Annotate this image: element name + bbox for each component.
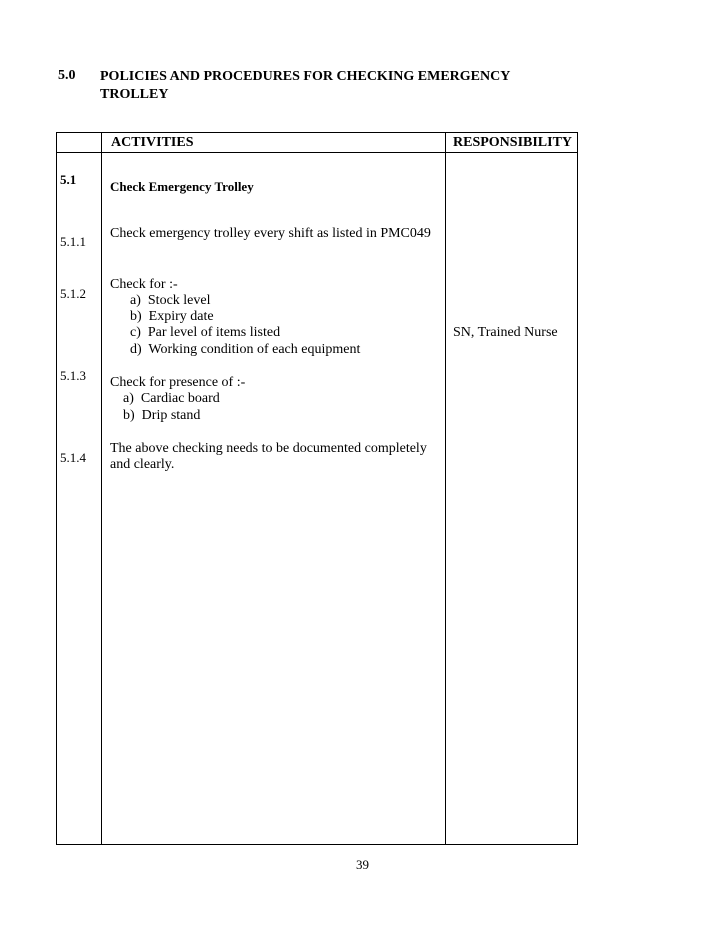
list-marker: b)	[123, 408, 135, 423]
activities-table	[56, 132, 578, 845]
row-number: 5.1.1	[60, 234, 86, 249]
list-item	[130, 325, 280, 341]
list-marker: b)	[130, 309, 142, 324]
list-text: Cardiac board	[140, 391, 220, 406]
section-title: POLICIES AND PROCEDURES FOR CHECKING EMERGENCY TROLLEY	[100, 69, 510, 102]
list-text: Drip stand	[141, 408, 201, 423]
column-divider-number	[101, 133, 102, 844]
row-text: Check Emergency Trolley	[110, 179, 254, 194]
list-marker: c)	[130, 325, 141, 340]
responsibility-value: SN, Trained Nurse	[453, 325, 558, 340]
list-item	[123, 391, 220, 407]
row-text: Check for :-	[110, 277, 178, 292]
row-number: 5.1.2	[60, 286, 86, 301]
list-marker: a)	[130, 293, 141, 308]
page-number: 39	[356, 857, 369, 872]
list-text: Par level of items listed	[147, 325, 281, 340]
list-item	[130, 293, 211, 309]
row-number: 5.1.4	[60, 450, 86, 465]
row-number: 5.1.3	[60, 368, 86, 383]
row-number: 5.1	[60, 172, 77, 187]
list-item	[130, 342, 360, 358]
row-text: Check emergency trolley every shift as listed in PMC049	[110, 226, 431, 241]
list-text: Expiry date	[148, 309, 214, 324]
section-number: 5.0	[58, 68, 76, 83]
list-item	[123, 408, 200, 424]
list-marker: a)	[123, 391, 134, 406]
row-text: Check for presence of :-	[110, 375, 246, 390]
list-item	[130, 309, 214, 325]
list-marker: d)	[130, 342, 142, 357]
row-text-line-2: and clearly.	[110, 457, 175, 472]
header-activities: ACTIVITIES	[111, 135, 194, 150]
header-responsibility: RESPONSIBILITY	[453, 135, 573, 150]
list-text: Stock level	[147, 293, 211, 308]
column-divider-responsibility	[445, 133, 446, 844]
row-text-line-1: The above checking needs to be documented completely	[110, 441, 427, 456]
list-text: Working condition of each equipment	[148, 342, 361, 357]
header-divider	[57, 152, 577, 153]
